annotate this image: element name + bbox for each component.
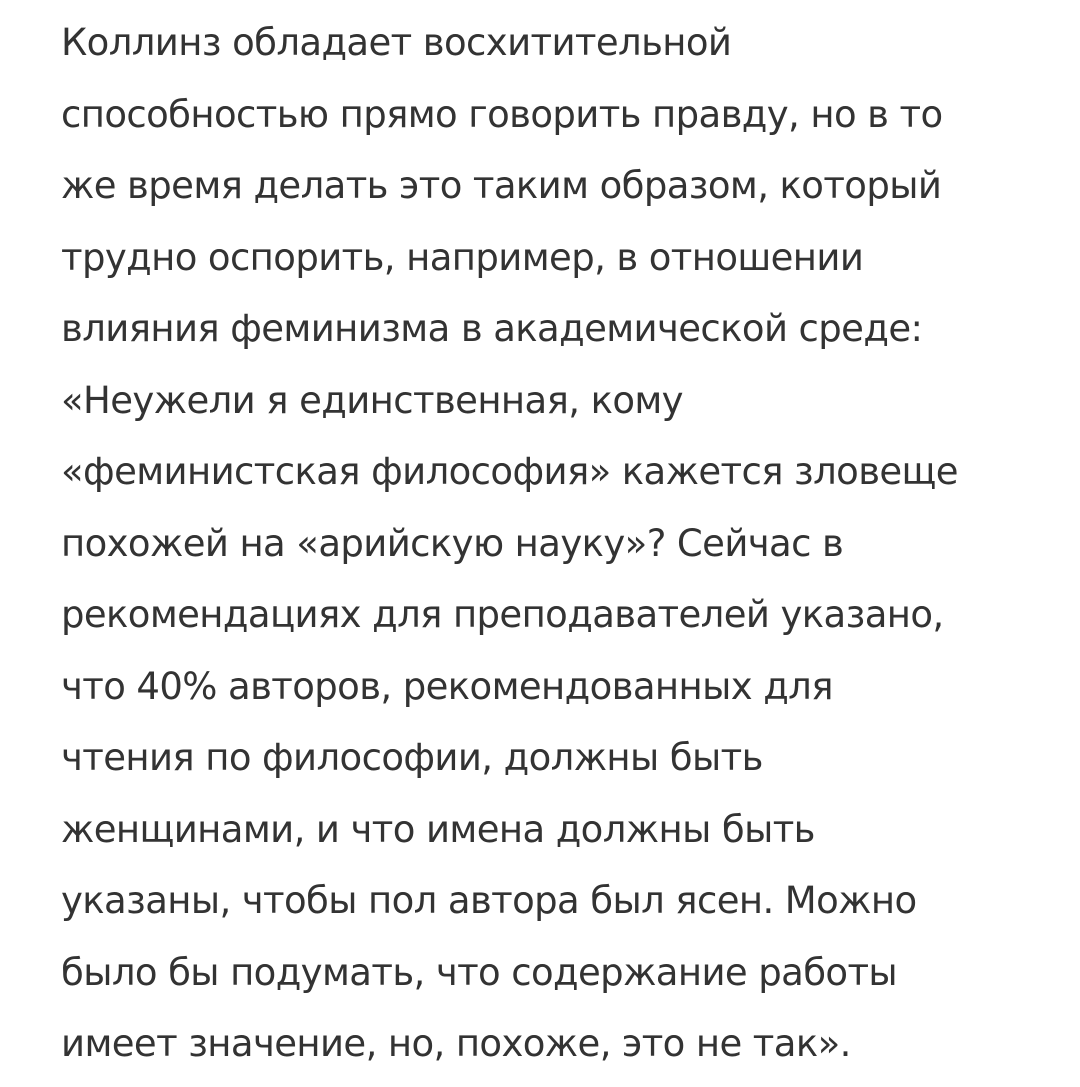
text-line: рекомендациях для преподавателей указано, (61, 593, 944, 636)
text-line: Коллинз обладает восхитительной (61, 21, 732, 64)
text-line: чтения по философии, должны быть (61, 736, 763, 779)
text-line: женщинами, и что имена должны быть (61, 807, 815, 851)
text-line: имеет значение, но, похоже, это не так». (61, 1022, 851, 1065)
text-line: было бы подумать, что содержание работы (61, 950, 898, 994)
text-line: похожей на «арийскую науку»? Сейчас в (61, 521, 844, 565)
text-line: «феминистская философия» кажется зловеще (61, 450, 958, 493)
text-line: способностью прямо говорить правду, но в то (61, 92, 943, 136)
text-line: указаны, чтобы пол автора был ясен. Можно (61, 879, 917, 922)
text-line: же время делать это таким образом, который (61, 164, 942, 207)
text-line: «Неужели я единственная, кому (61, 378, 683, 422)
text-line: трудно оспорить, например, в отношении (61, 235, 864, 279)
text-line: что 40% авторов, рекомендованных для (61, 664, 833, 708)
text-line: влияния феминизма в академической среде: (61, 307, 923, 350)
article-paragraph (61, 7, 1061, 1080)
